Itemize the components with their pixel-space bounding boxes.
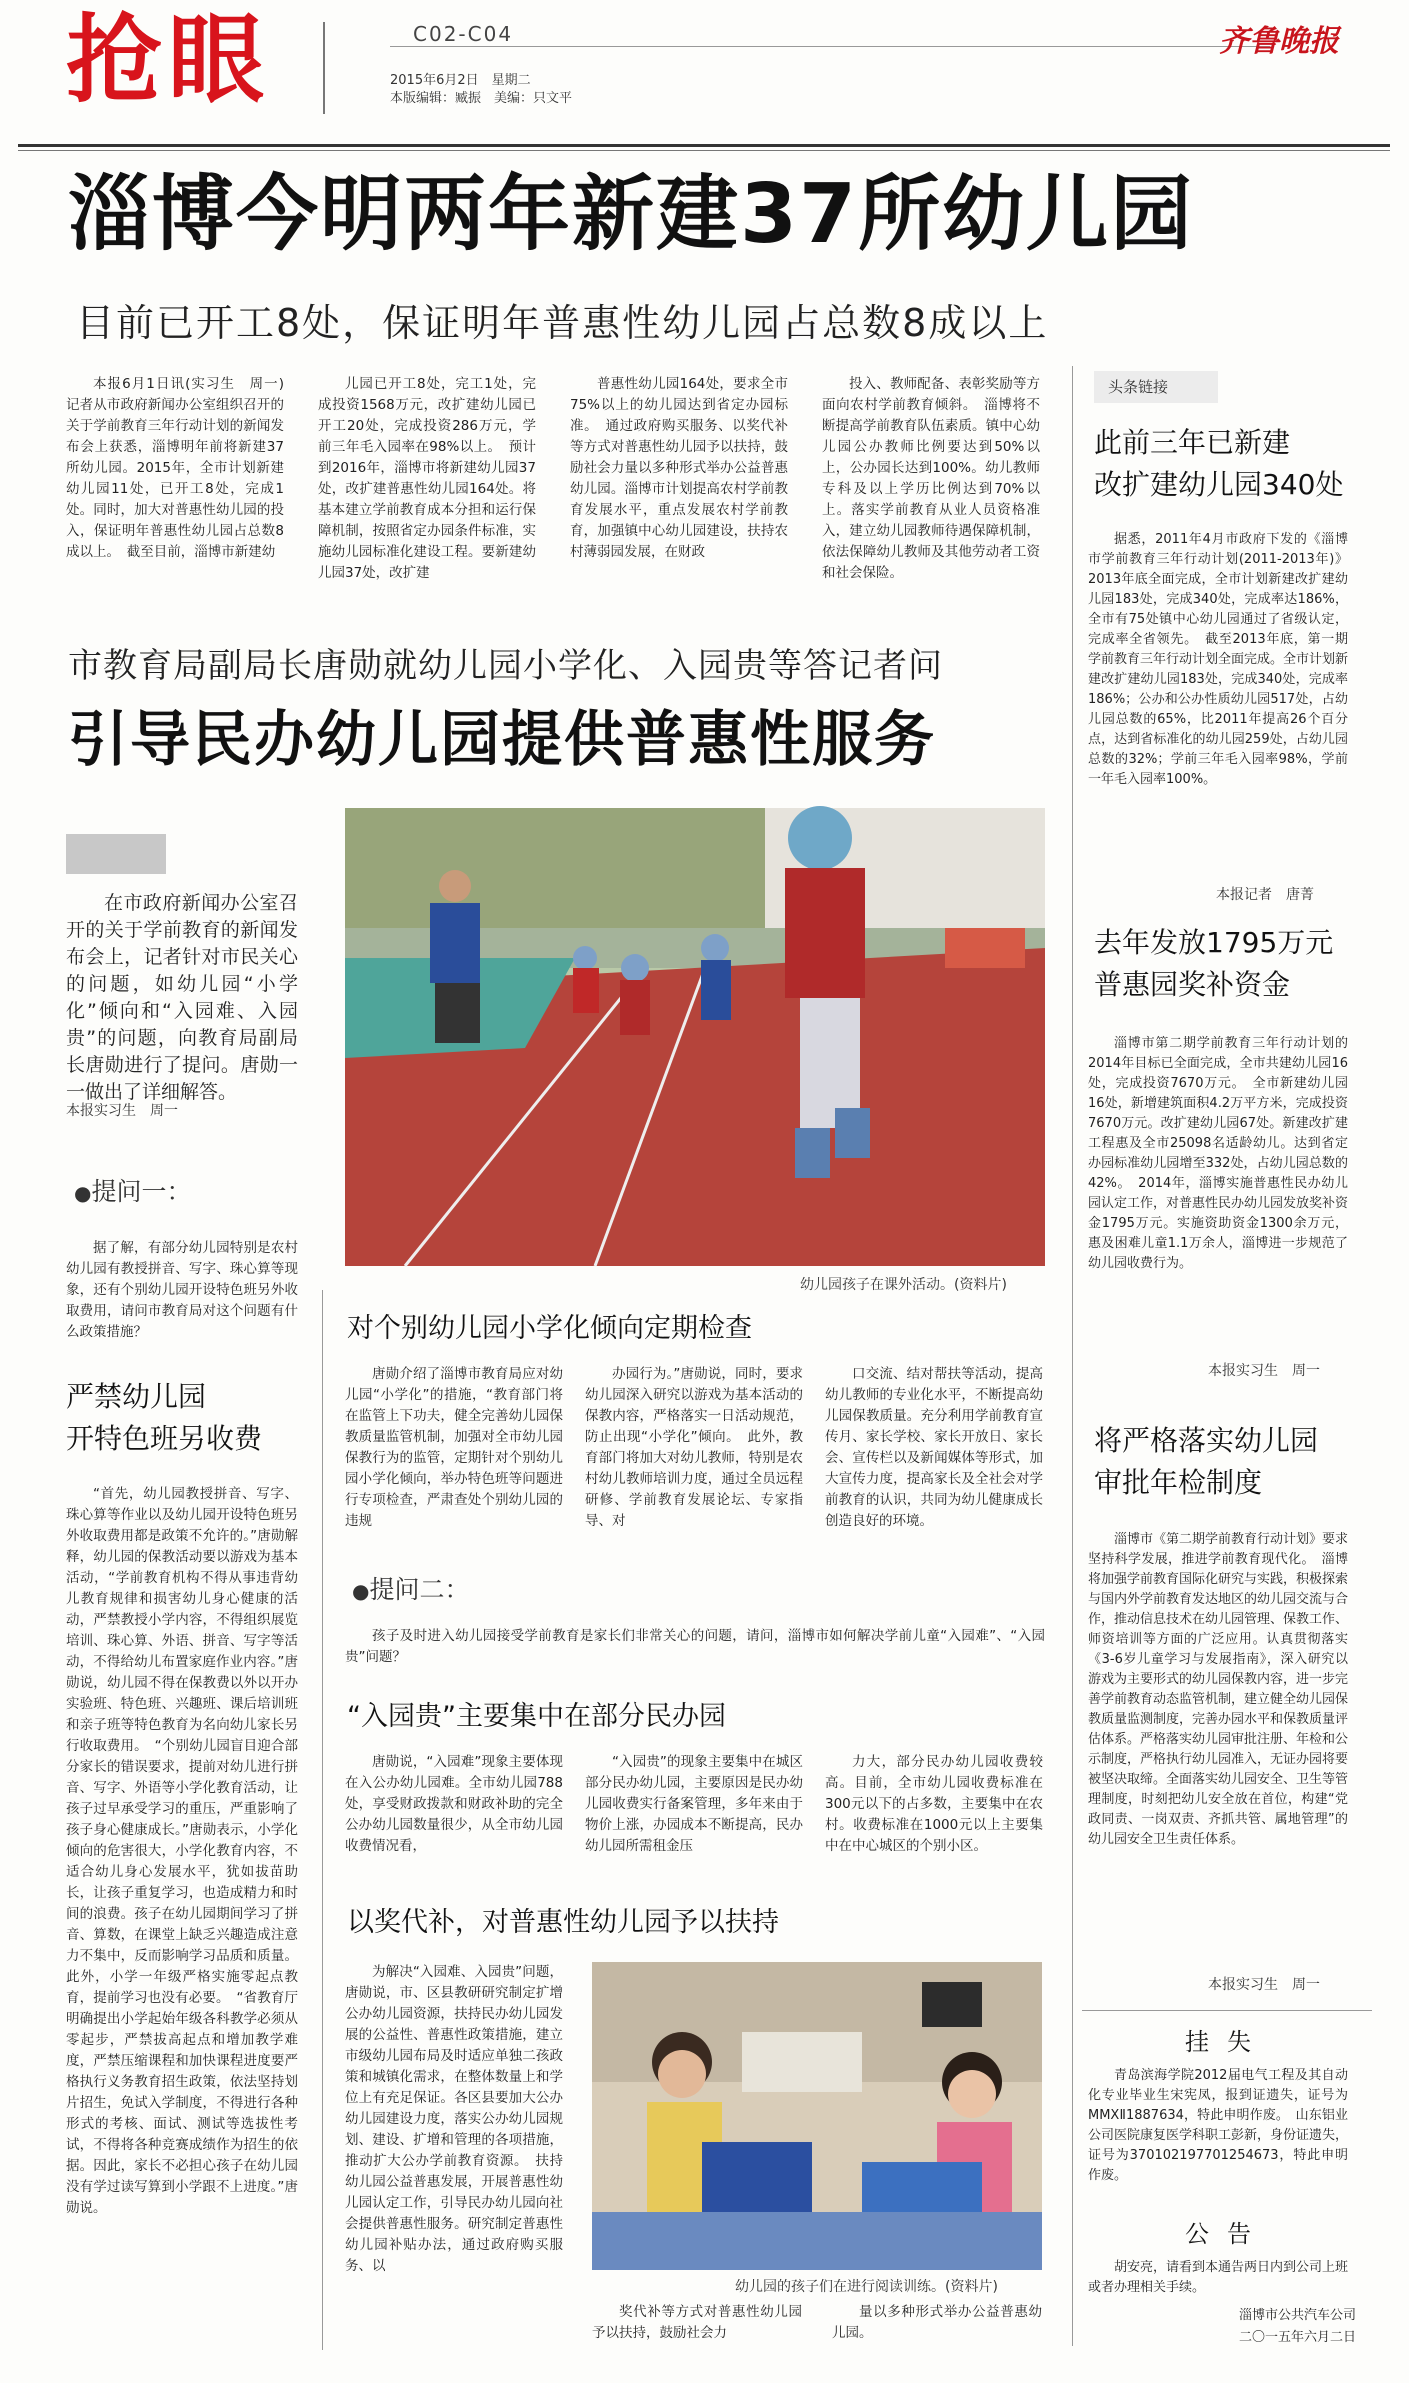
masthead-rule (390, 46, 1270, 47)
sidebar-story3-byline: 本报实习生 周一 (1208, 1977, 1320, 1993)
notice-announce-heading: 公告 (1185, 2220, 1269, 2248)
sidebar-story2-byline: 本报实习生 周一 (1208, 1363, 1320, 1379)
check-heading: 对个别幼儿园小学化倾向定期检查 (347, 1313, 752, 1344)
photo-rollerskating (345, 808, 1045, 1266)
intro-tab (66, 834, 166, 874)
bullet-icon: ● (352, 1579, 370, 1603)
notice-rule (1082, 2010, 1372, 2011)
strict-heading: 严禁幼儿园 开特色班另收费 (66, 1380, 263, 1455)
question-one-text: 据了解，有部分幼儿园特别是农村幼儿园有教授拼音、写字、珠心算等现象，还有个别幼儿园开设特色班另外收取费用，请问市教育局对这个问题有什么政策措施？ (66, 1240, 298, 1340)
reward-column-2: 奖代补等方式对普惠性幼儿园予以扶持，鼓励社会力 (592, 2304, 802, 2341)
sidebar-story3-text: 淄博市《第二期学前教育行动计划》要求坚持科学发展，推进学前教育现代化。 淄博将加强学前教育国际化研究与实践，积极探索与国内外学前教育发达地区的幼儿园交流与合作，推动信息技术在幼儿园管理、保教工作、师资培训等方面的广泛应用。认真贯彻落实《3-6岁儿童学习与发展指南》，深入研究以游戏为主要形式的幼儿园保教内容，进一步完善学前教育动态监管机制，建立健全幼儿园保教质量监测制度，完善办园水平和保教质量评估体系。严格落实幼儿园审批注册、年检和公示制度，严格执行幼儿园准入，无证办园将要被坚决取缔。全面落实幼儿园安全、卫生等管理制度，时刻把幼儿安全放在首位，构建“党政同责、一岗双责、齐抓共管、属地管理”的幼儿园安全卫生责任体系。 (1088, 1532, 1349, 1847)
reward-column-1: 为解决“入园难、入园贵”问题，唐勋说，市、区县教研研究制定扩增公办幼儿园资源，扶持民办幼儿园发展的公益性、普惠性政策措施，建立市级幼儿园布局及时适应单独二孩政策和城镇化需求，在整体数量上和学位上有充足保证。各区县要加大公办幼儿园建设力度，落实公办幼儿园规划、建设、扩增和管理的各项措施，推动扩大公办学前教育资源。 扶持幼儿园公益普惠发展，开展普惠性幼儿园认定工作，引导民办幼儿园向社会提供普惠性服务。研究制定普惠性幼儿园补贴办法，通过政府购买服务、以 (345, 1964, 563, 2274)
strict-text: “首先，幼儿园教授拼音、写字、珠心算等作业以及幼儿园开设特色班另外收取费用都是政策不允许的。”唐勋解释，幼儿园的保教活动要以游戏为基本活动，“学前教育机构不得从事违背幼儿教育规律和损害幼儿身心健康的活动，严禁教授小学内容，不得组织展览培训、珠心算、外语、拼音、写字等活动，不得给幼儿布置家庭作业内容。”唐勋说，幼儿园不得在保教费以外以开办实验班、特色班、兴趣班、课后培训班和亲子班等特色教育为名向幼儿家长另行收取费用。 “个别幼儿园盲目迎合部分家长的错误要求，提前对幼儿进行拼音、写字、外语等小学化教育活动，让孩子过早承受学习的重压，严重影响了孩子身心健康成长。”唐勋表示，小学化倾向的危害很大，小学化教育内容，不适合幼儿身心发展水平，犹如拔苗助长，让孩子重复学习，也造成精力和时间的浪费。孩子在幼儿园期间学习了拼音、算数，在课堂上缺乏兴趣造成注意力不集中，反而影响学习品质和质量。此外，小学一年级严格实施零起点教育，提前学习也没有必要。 “省教育厅明确提出小学起始年级各科教学必须从零起步，严禁拔高起点和增加教学难度，严禁压缩课程和加快课程进度要严格执行义务教育招生政策，依法坚持划片招生，免试入学制度，不得进行各种形式的考核、面试、测试等选拔性考试，不得将各种竞赛成绩作为招生的依据。因此，家长不必担心孩子在幼儿园没有学过读写算到小学跟不上进度。”唐勋说。 (66, 1486, 298, 2216)
lead-column-1: 本报6月1日讯(实习生 周一) 记者从市政府新闻办公室组织召开的关于学前教育三年行动计划的新闻发布会上获悉，淄博明年前将新建37所幼儿园。2015年，全市计划新建幼儿园11处，已开工8处，完成1处。同时，加大对普惠性幼儿园的投入，保证明年普惠性幼儿园占总数8成以上。 截至目前，淄博市新建幼 (66, 376, 298, 560)
check-column-2: 办园行为。”唐勋说，同时，要求幼儿园深入研究以游戏为基本活动的保教内容，严格落实一日活动规范，防止出现“小学化”倾向。 此外，教育部门将加大对幼儿教师，特别是农村幼儿教师培训力度，通过全员远程研修、学前教育发展论坛、专家指导、对 (585, 1366, 803, 1529)
fee-column-3: 力大，部分民办幼儿园收费较高。目前，全市幼儿园收费标准在300元以下的占多数，主要集中在农村。收费标准在1000元以上主要集中在中心城区的个别小区。 (825, 1754, 1043, 1854)
fee-column-1: 唐勋说，“入园难”现象主要体现在入公办幼儿园难。全市幼儿园788处，享受财政拨款和财政补助的完全公办幼儿园数量很少，从全市幼儿园收费情况看， (345, 1754, 563, 1854)
question-one-label: ●提问一： (74, 1177, 192, 1206)
date-line: 2015年6月2日 星期二 (390, 73, 531, 88)
top-rule-thin (18, 150, 1390, 151)
bullet-icon: ● (74, 1181, 92, 1205)
sidebar-divider (1072, 366, 1073, 2346)
column-divider (322, 1290, 323, 2350)
notice-lost-text: 青岛滨海学院2012届电气工程及其自动化专业毕业生宋宪凤，报到证遗失，证号为MMXⅡ1887634，特此申明作废。 山东铝业公司医院康复医学科职工彭新，身份证遗失，证号为370102197701254673，特此申明作废。 (1088, 2068, 1349, 2183)
lead-column-2: 儿园已开工8处，完工1处，完成投资1568万元，改扩建幼儿园已开工20处，完成投资286万元，学前三年毛入园率在98%以上。 预计到2016年，淄博市将新建幼儿园37处，改扩建普惠性幼儿园164处。将基本建立学前教育成本分担和运行保障机制，按照省定办园条件标准，实施幼儿园标准化建设工程。要新建幼儿园37处，改扩建 (318, 376, 536, 581)
reward-heading: 以奖代补，对普惠性幼儿园予以扶持 (347, 1907, 779, 1938)
sidebar-story3-title: 将严格落实幼儿园 审批年检制度 (1094, 1424, 1319, 1499)
interview-title: 引导民办幼儿园提供普惠性服务 (68, 705, 936, 775)
masthead-divider (323, 22, 325, 114)
check-column-1: 唐勋介绍了淄博市教育局应对幼儿园“小学化”的措施，“教育部门将在监管上下功夫，健全完善幼儿园保教质量监管机制，加强对全市幼儿园保教行为的监管，定期针对个别幼儿园小学化倾向，举办特色班等问题进行专项检查，严肃查处个别幼儿园的违规 (345, 1366, 563, 1529)
photo1-caption: 幼儿园孩子在课外活动。(资料片) (800, 1277, 1007, 1293)
check-column-3: 口交流、结对帮扶等活动，提高幼儿教师的专业化水平，不断提高幼儿园保教质量。充分利用学前教育宣传月、家长学校、家长开放日、家长会、宣传栏以及新闻媒体等形式，加大宣传力度，提高家长及全社会对学前教育的认识，共同为幼儿健康成长创造良好的环境。 (825, 1366, 1043, 1529)
sidebar-story1-title: 此前三年已新建 改扩建幼儿园340处 (1094, 426, 1344, 501)
masthead-info (390, 72, 572, 108)
question-two-text: 孩子及时进入幼儿园接受学前教育是家长们非常关心的问题，请问，淄博市如何解决学前儿童“入园难”、“入园贵”问题？ (345, 1628, 1045, 1665)
lead-column-4: 投入、教师配备、表彰奖励等方面向农村学前教育倾斜。 淄博将不断提高学前教育队伍素质。镇中心幼儿园公办教师比例要达到50%以上，公办园长达到100%。幼儿教师专科及以上学历比例达到70%以上。落实学前教育从业人员资格准入，建立幼儿园教师待遇保障机制，依法保障幼儿教师及其他劳动者工资和社会保险。 (822, 376, 1040, 581)
fee-heading: “入园贵”主要集中在部分民办园 (347, 1701, 726, 1732)
lead-headline: 淄博今明两年新建37所幼儿园 (68, 167, 1195, 262)
sidebar-story2-text: 淄博市第二期学前教育三年行动计划的2014年目标已全面完成，全市共建幼儿园16处，完成投资7670万元。 全市新建幼儿园16处，新增建筑面积4.2万平方米，完成投资7670万元。改扩建幼儿园67处。新建改扩建工程惠及全市25098名适龄幼儿。达到省定办园标准幼儿园增至332处，占幼儿园总数的42%。 2014年，淄博实施普惠性民办幼儿园认定工作，对普惠性民办幼儿园发放奖补资金1795万元。实施资助资金1300余万元，惠及困难儿童1.1万余人，淄博进一步规范了幼儿园收费行为。 (1088, 1036, 1349, 1271)
sidebar-story2-title: 去年发放1795万元 普惠园奖补资金 (1094, 926, 1334, 1001)
question-two-label: ●提问二： (352, 1575, 470, 1604)
page-range: C02-C04 (413, 22, 514, 46)
sidebar-story1-text: 据悉，2011年4月市政府下发的《淄博市学前教育三年行动计划(2011-2013年)》2013年底全面完成，全市计划新建改扩建幼儿园183处，完成340处，完成率达186%，全市有75处镇中心幼儿园通过了省级认定，完成率全省领先。 截至2013年底，第一期学前教育三年行动计划全面完成。全市计划新建改扩建幼儿园183处，完成340处，完成率186%；公办和公办性质幼儿园517处，占幼儿园总数的65%，比2011年提高26个百分点，达到省标准化的幼儿园259处，占幼儿园总数的32%；学前三年毛入园率98%，学前一年毛入园率100%。 (1088, 532, 1349, 787)
top-rule (18, 144, 1390, 147)
interview-kicker: 市教育局副局长唐勋就幼儿园小学化、入园贵等答记者问 (68, 646, 943, 686)
reward-column-3: 量以多种形式举办公益普惠幼儿园。 (832, 2304, 1042, 2341)
sidebar-story1-byline: 本报记者 唐菁 (1216, 887, 1314, 903)
newspaper-logo: 齐鲁晚报 (1219, 24, 1339, 59)
section-title: 抢眼 (66, 3, 270, 116)
sidebar-tag: 头条链接 (1094, 371, 1218, 403)
fee-column-2: “入园贵”的现象主要集中在城区部分民办幼儿园，主要原因是民办幼儿园收费实行备案管理，多年来由于物价上涨，办园成本不断提高，民办幼儿园所需租金压 (585, 1754, 803, 1854)
lead-subhead: 目前已开工8处，保证明年普惠性幼儿园占总数8成以上 (76, 301, 1049, 345)
lead-column-3: 普惠性幼儿园164处，要求全市75%以上的幼儿园达到省定办园标准。 通过政府购买服务、以奖代补等方式对普惠性幼儿园予以扶持，鼓励社会力量以多种形式举办公益普惠幼儿园。淄博市计划提高农村学前教育发展水平，重点发展农村学前教育，加强镇中心幼儿园建设，扶持农村薄弱园发展，在财政 (570, 376, 788, 560)
photo2-caption: 幼儿园的孩子们在进行阅读训练。(资料片) (735, 2279, 998, 2295)
notice-announce-text: 胡安亮，请看到本通告两日内到公司上班或者办理相关手续。 (1088, 2260, 1349, 2295)
interview-intro: 在市政府新闻办公室召开的关于学前教育的新闻发布会上，记者针对市民关心的问题，如幼儿园“小学化”倾向和“入园难、入园贵”的问题，向教育局副局长唐勋进行了提问。唐勋一一做出了详细解答。 (66, 892, 298, 1103)
editor-line: 本版编辑：臧振 美编：只文平 (390, 91, 573, 106)
notice-announce-date: 二〇一五年六月二日 (1238, 2330, 1356, 2345)
photo-reading (592, 1962, 1042, 2270)
notice-announce-sign: 淄博市公共汽车公司 (1238, 2308, 1356, 2323)
interview-byline: 本报实习生 周一 (66, 1103, 178, 1119)
notice-lost-heading: 挂失 (1185, 2028, 1269, 2056)
